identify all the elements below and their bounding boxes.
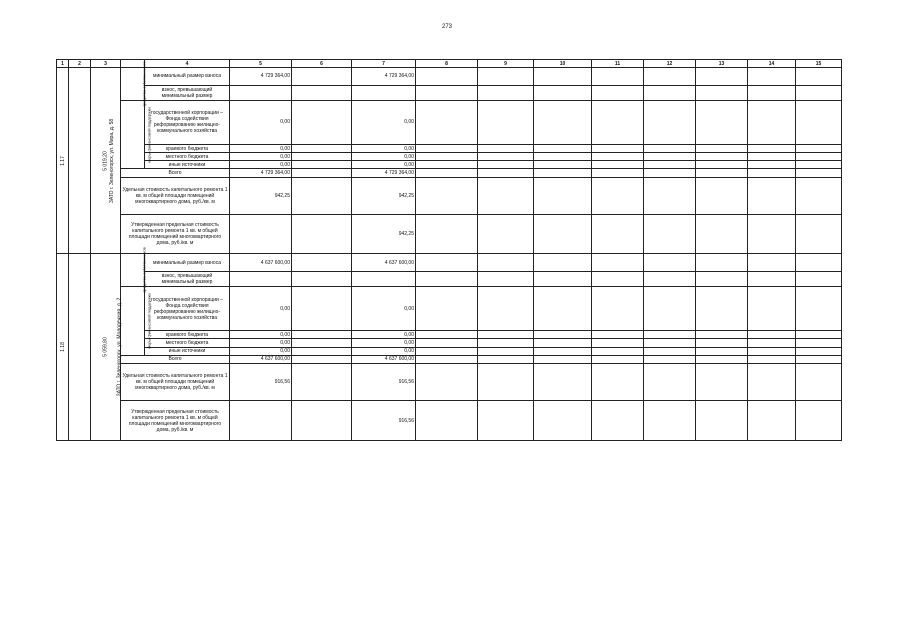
cell-value: 0,00: [352, 347, 416, 355]
cell-value: 0,00: [352, 153, 416, 161]
cell-value: 4 729 364,00: [230, 68, 292, 85]
table-row: [57, 161, 842, 169]
table-row: [57, 271, 842, 286]
row-label: государственной корпорации – Фонда содействия реформированию жилищно-коммунального хозяйства: [145, 100, 230, 144]
item-number: 1.18: [57, 254, 69, 441]
row-label: государственной корпорации – Фонда содействия реформированию жилищно-коммунального хозяйства: [145, 287, 230, 331]
row-label: минимальный размер взноса: [145, 254, 230, 271]
cell-value: 0,00: [230, 339, 292, 347]
cell-value: 0,00: [230, 287, 292, 331]
row-label: иные источники: [145, 161, 230, 169]
cell-value: 0,00: [352, 287, 416, 331]
row-label: местного бюджета: [145, 339, 230, 347]
item-number: 1.17: [57, 68, 69, 254]
row-label: Всего: [121, 169, 230, 177]
table-row: [57, 153, 842, 161]
row-label: местного бюджета: [145, 153, 230, 161]
capital-repair-table: [56, 59, 842, 441]
cell-value: 4 729 364,00: [352, 169, 416, 177]
cell-value: 0,00: [352, 161, 416, 169]
support-group: меры финансовой поддержки: [121, 100, 145, 169]
table-row: [57, 287, 842, 331]
cell-value: 0,00: [352, 145, 416, 153]
table-row: [57, 169, 842, 177]
house-area: 5 059,80: [91, 254, 121, 441]
table-row: [57, 177, 842, 214]
table-row: [57, 363, 842, 400]
row-label: минимальный размер взноса: [145, 68, 230, 85]
house-address: ЗАТО г. Зеленогорск, ул. Молодежная, д. 2: [69, 254, 91, 441]
header-cell: 6: [292, 60, 352, 68]
header-cell: 3: [91, 60, 121, 68]
row-label: Всего: [121, 355, 230, 363]
cell-value: [230, 214, 292, 254]
cell-value: 942,25: [230, 177, 292, 214]
owner-funds-group: средства собственников: [121, 68, 145, 101]
header-cell: 2: [69, 60, 91, 68]
table-row: [57, 100, 842, 144]
owner-funds-group: средства собственников: [121, 254, 145, 287]
header-cell: 14: [748, 60, 796, 68]
cell-value: 0,00: [230, 153, 292, 161]
cell-value: 0,00: [230, 331, 292, 339]
row-label: Удельная стоимость капитального ремонта 1 кв. м общей площади помещений многоквартирного дома, руб./кв. м: [121, 177, 230, 214]
header-cell: 5: [230, 60, 292, 68]
cell-value: [230, 271, 292, 286]
header-cell: 1: [57, 60, 69, 68]
cell-value: 4 729 364,00: [230, 169, 292, 177]
header-cell: 10: [534, 60, 592, 68]
row-label: взнос, превышающий минимальный размер: [145, 85, 230, 100]
cell-value: 916,56: [230, 363, 292, 400]
cell-value: 0,00: [230, 347, 292, 355]
table-row: [57, 85, 842, 100]
row-label: краевого бюджета: [145, 331, 230, 339]
house-area: 5 019,20: [91, 68, 121, 254]
cell-value: [352, 271, 416, 286]
cell-value: 942,25: [352, 214, 416, 254]
house-address: ЗАТО г. Зеленогорск, ул. Мира, д. 58: [69, 68, 91, 254]
table-row: [57, 214, 842, 254]
header-cell: 7: [352, 60, 416, 68]
header-cell: 4: [145, 60, 230, 68]
row-label: Утвержденная предельная стоимость капитального ремонта 1 кв. м общей площади помещений многоквартирного дома, руб./кв. м: [121, 401, 230, 441]
row-label: краевого бюджета: [145, 145, 230, 153]
header-cell: 13: [696, 60, 748, 68]
cell-value: 4 729 364,00: [352, 68, 416, 85]
header-cell: 9: [478, 60, 534, 68]
cell-value: 942,25: [352, 177, 416, 214]
table-row: [57, 254, 842, 271]
cell-value: 0,00: [230, 145, 292, 153]
header-cell: 15: [796, 60, 842, 68]
table-row: [57, 145, 842, 153]
table-row: [57, 339, 842, 347]
cell-value: 0,00: [352, 100, 416, 144]
cell-value: 4 637 600,00: [230, 254, 292, 271]
header-cell: 12: [644, 60, 696, 68]
cell-value: 916,56: [352, 401, 416, 441]
cell-value: [352, 85, 416, 100]
header-row: [57, 60, 842, 68]
header-cell: 8: [416, 60, 478, 68]
support-group: меры финансовой поддержки: [121, 287, 145, 356]
cell-value: 0,00: [230, 161, 292, 169]
row-label: иные источники: [145, 347, 230, 355]
cell-value: 4 637 600,00: [352, 355, 416, 363]
cell-value: 4 637 600,00: [352, 254, 416, 271]
row-label: Удельная стоимость капитального ремонта 1 кв. м общей площади помещений многоквартирного дома, руб./кв. м: [121, 363, 230, 400]
row-label: Утвержденная предельная стоимость капитального ремонта 1 кв. м общей площади помещений многоквартирного дома, руб./кв. м: [121, 214, 230, 254]
table-row: [57, 347, 842, 355]
cell-value: [230, 401, 292, 441]
cell-value: [230, 85, 292, 100]
cell-value: 0,00: [230, 100, 292, 144]
table-row: [57, 68, 842, 85]
table-row: [57, 401, 842, 441]
cell-value: 916,56: [352, 363, 416, 400]
header-cell: 11: [592, 60, 644, 68]
table-row: [57, 355, 842, 363]
table-row: [57, 331, 842, 339]
page-number: 273: [442, 24, 453, 30]
cell-value: 0,00: [352, 339, 416, 347]
cell-value: 4 637 600,00: [230, 355, 292, 363]
row-label: взнос, превышающий минимальный размер: [145, 271, 230, 286]
cell-value: 0,00: [352, 331, 416, 339]
